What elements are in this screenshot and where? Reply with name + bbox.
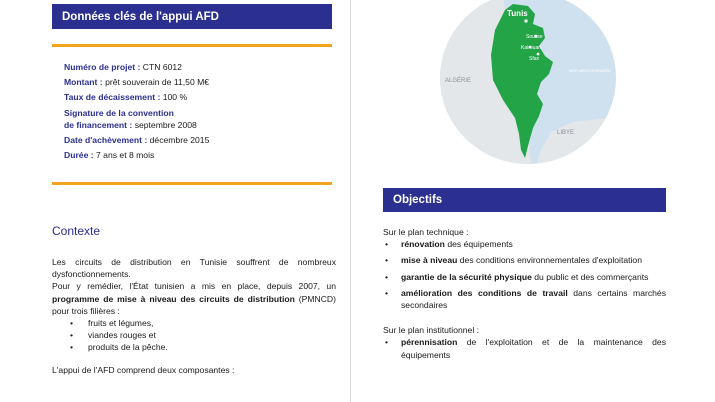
objectifs-banner [383,188,666,212]
list-item: • fruits et légumes, [70,317,336,329]
key-data-title: Données clés de l'appui AFD [62,10,219,23]
key-data-row: Durée : 7 ans et 8 mois [64,150,155,161]
sfax-dot [537,53,540,56]
label-tunis: Tunis [507,9,528,18]
label-algerie: ALGÉRIE [445,78,472,84]
key-data-row: Numéro de projet : CTN 6012 [64,62,182,72]
tech-list [383,238,666,311]
list-item: • garantie de la sécurité physique du public et des commerçants [383,271,666,283]
key-data-banner [52,4,332,29]
contexte-body [52,256,336,376]
key-data-list [64,61,334,161]
list-item: • viandes rouges et [70,329,336,341]
column-divider [350,0,351,402]
list-item: • amélioration des conditions de travail dans certains marchés secondaires [383,287,666,311]
contexte-heading: Contexte [52,224,101,238]
label-libye: LIBYE [557,130,575,136]
key-data-row: de financement : septembre 2008 [64,119,197,130]
tunis-dot [524,19,527,22]
key-data-bottom-rule [52,182,332,185]
objectifs-body [383,226,666,365]
contexte-paragraph: Les circuits de distribution en Tunisie souffrent de nombreux dysfonctionnements. [52,257,336,280]
key-data-row: Taux de décaissement : 100 % [64,92,188,103]
list-item: • mise à niveau des conditions environnementales d'exploitation [383,254,666,266]
label-sea: MER MÉDITERRANÉE [569,68,611,73]
key-data-row: Signature de la convention [64,107,174,118]
tunisia-map [433,0,623,170]
key-data-row: Date d'achèvement : décembre 2015 [64,135,210,146]
key-data-row: Montant : prêt souverain de 11,50 M€ [64,77,210,88]
label-sfax: Sfax [529,56,540,62]
label-sousse: Sousse [526,34,543,40]
list-item: • produits de la pêche. [70,341,336,353]
label-kairouan: Kairouan [521,45,542,51]
contexte-paragraph: L'appui de l'AFD comprend deux composantes : [52,364,235,375]
tech-intro: Sur le plan technique : [383,227,469,237]
objectifs-title: Objectifs [393,194,443,206]
inst-intro: Sur le plan institutionnel : [383,325,480,336]
filieres-list [52,317,336,354]
inst-list [383,336,666,360]
list-item: • rénovation des équipements [383,238,666,250]
list-item: • pérennisation de l'exploitation et de la maintenance des équipements [383,336,666,360]
contexte-paragraph: Pour y remédier, l'État tunisien a mis en place, depuis 2007, un programme de mise à niveau des circuits de distribution (PMNCD) pour trois filières : [52,281,337,316]
key-data-top-rule [52,44,332,47]
